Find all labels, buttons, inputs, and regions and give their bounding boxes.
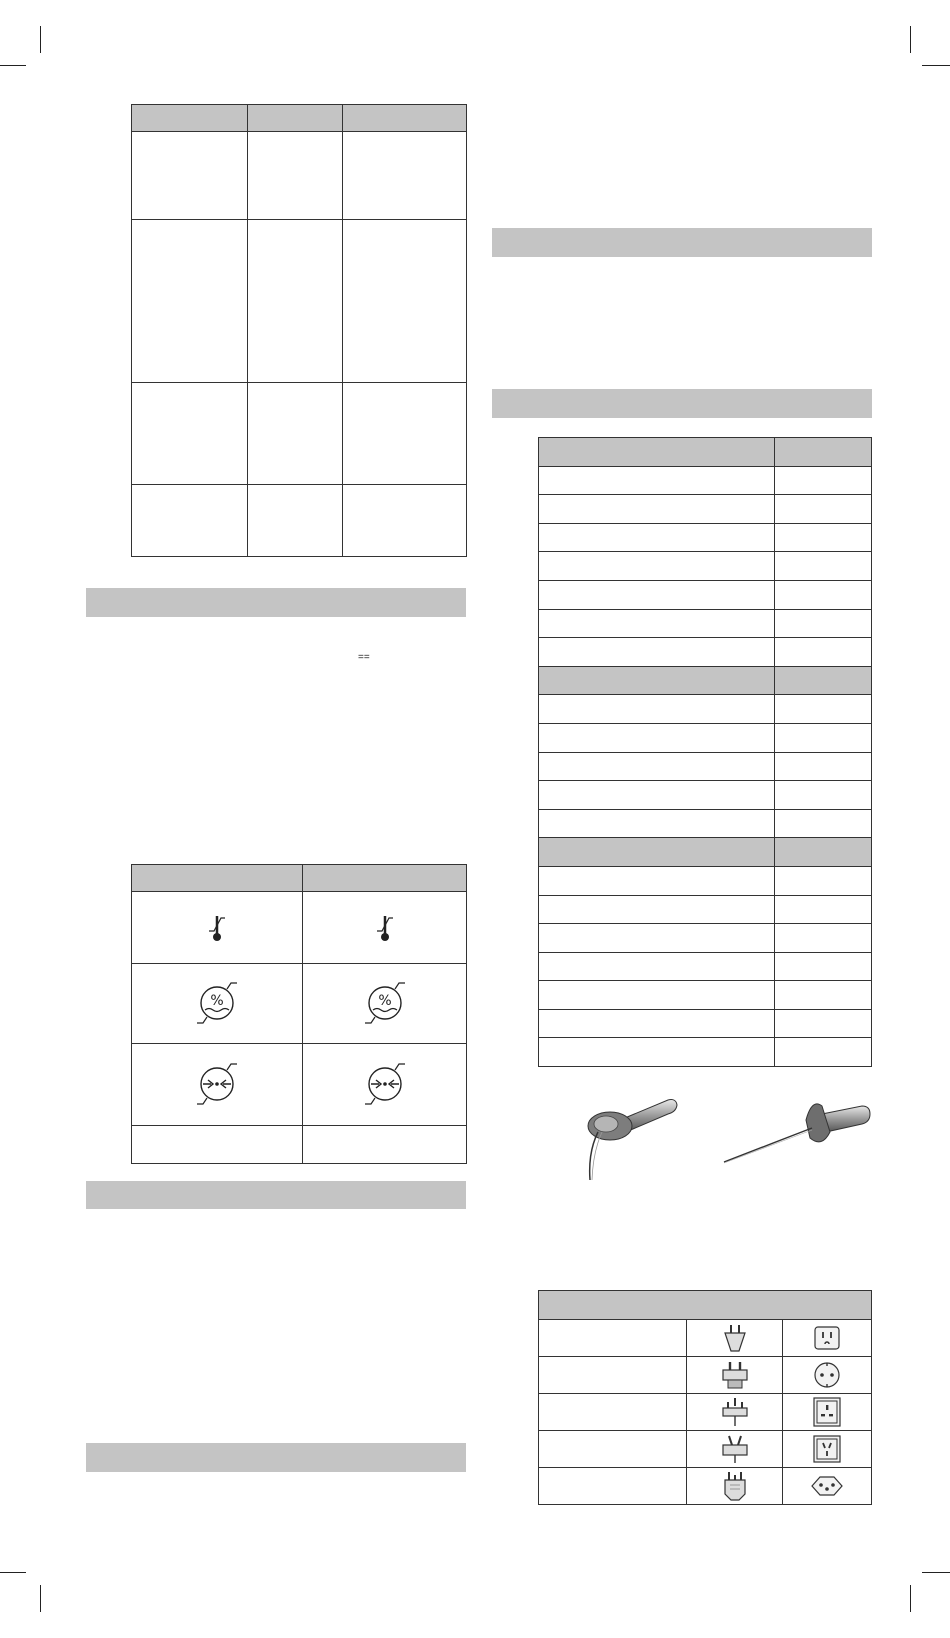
us-plug-icon	[721, 1323, 749, 1353]
section-header-bar	[86, 588, 466, 617]
table-header-cell	[303, 865, 467, 892]
table-cell	[775, 809, 872, 838]
spec-section-row	[539, 666, 872, 695]
table-cell	[343, 485, 467, 557]
long-probe-illustration	[722, 1098, 872, 1168]
section-header-bar	[86, 1443, 466, 1472]
table-cell	[539, 638, 775, 667]
table-row	[539, 895, 872, 924]
table-cell	[303, 1044, 467, 1126]
table-cell	[775, 1009, 872, 1038]
table-cell	[132, 1044, 303, 1126]
table-header-cell	[539, 1291, 872, 1320]
table-row	[539, 981, 872, 1010]
table-cell	[539, 1038, 775, 1067]
table-header-cell	[343, 105, 467, 132]
plug-row-label	[539, 1431, 687, 1468]
plug-row-label	[539, 1320, 687, 1357]
table-cell	[132, 892, 303, 964]
table-cell	[687, 1394, 783, 1431]
table-cell	[539, 552, 775, 581]
table-cell	[775, 981, 872, 1010]
table-cell	[303, 892, 467, 964]
us-socket-icon	[814, 1326, 840, 1350]
eu-socket-icon	[813, 1361, 841, 1389]
au-plug-icon	[720, 1434, 750, 1464]
table-cell	[687, 1431, 783, 1468]
left-top-table	[131, 104, 467, 557]
humidity-limit-icon	[187, 979, 247, 1029]
svg-text:%: %	[378, 992, 392, 1009]
table-row	[539, 1009, 872, 1038]
table-cell	[539, 981, 775, 1010]
table-cell	[539, 695, 775, 724]
table-cell	[303, 1126, 467, 1164]
table-row	[539, 723, 872, 752]
table-row	[539, 924, 872, 953]
table-cell	[775, 924, 872, 953]
table-cell	[775, 866, 872, 895]
table-cell	[775, 1038, 872, 1067]
table-row	[539, 809, 872, 838]
table-cell	[539, 609, 775, 638]
table-cell	[539, 723, 775, 752]
table-header-cell	[539, 666, 775, 695]
table-cell	[247, 485, 343, 557]
table-cell	[775, 580, 872, 609]
thermometer-limit-icon	[365, 908, 405, 948]
table-header-cell	[247, 105, 343, 132]
pressure-limit-icon	[355, 1060, 415, 1110]
section-header-bar	[86, 1181, 466, 1209]
table-cell	[775, 552, 872, 581]
table-cell	[343, 220, 467, 383]
table-cell	[783, 1320, 872, 1357]
table-cell	[539, 895, 775, 924]
ch-socket-icon	[810, 1475, 844, 1497]
uk-socket-icon	[813, 1397, 841, 1427]
crop-mark	[40, 26, 41, 53]
table-cell	[775, 695, 872, 724]
table-cell	[775, 466, 872, 495]
plug-row-label	[539, 1394, 687, 1431]
table-row	[539, 781, 872, 810]
small-symbol: ==	[358, 652, 370, 663]
table-header-cell	[539, 438, 775, 467]
plug-row-label	[539, 1468, 687, 1505]
ch-plug-icon	[721, 1470, 749, 1502]
table-row	[539, 952, 872, 981]
table-cell	[775, 781, 872, 810]
pressure-limit-icon	[187, 1060, 247, 1110]
table-cell	[132, 132, 248, 220]
table-cell	[775, 723, 872, 752]
table-cell	[343, 383, 467, 485]
table-cell	[775, 523, 872, 552]
table-cell	[539, 952, 775, 981]
table-cell	[132, 220, 248, 383]
table-cell	[132, 485, 248, 557]
table-row	[539, 495, 872, 524]
table-row	[539, 1038, 872, 1067]
table-row	[539, 552, 872, 581]
table-cell	[539, 466, 775, 495]
svg-text:%: %	[210, 992, 224, 1009]
crop-mark	[922, 1572, 950, 1573]
table-cell	[783, 1468, 872, 1505]
table-cell	[783, 1357, 872, 1394]
section-header-bar	[492, 389, 872, 418]
table-cell	[247, 383, 343, 485]
table-cell	[539, 809, 775, 838]
au-socket-icon	[813, 1435, 841, 1463]
table-cell	[539, 580, 775, 609]
table-cell	[783, 1394, 872, 1431]
table-row	[539, 609, 872, 638]
table-row	[539, 695, 872, 724]
section-header-bar	[492, 228, 872, 257]
table-cell	[775, 609, 872, 638]
table-cell	[775, 752, 872, 781]
table-cell	[775, 952, 872, 981]
uk-plug-icon	[720, 1397, 750, 1427]
thermometer-limit-icon	[197, 908, 237, 948]
short-probe-illustration	[580, 1092, 690, 1182]
table-cell	[247, 132, 343, 220]
table-header-cell	[775, 838, 872, 867]
table-cell	[132, 964, 303, 1044]
humidity-limit-icon	[355, 979, 415, 1029]
table-cell	[539, 781, 775, 810]
table-cell	[303, 964, 467, 1044]
table-cell	[539, 523, 775, 552]
table-cell	[539, 752, 775, 781]
table-cell	[539, 495, 775, 524]
crop-mark	[0, 1572, 26, 1573]
crop-mark	[910, 1585, 911, 1612]
table-row	[539, 638, 872, 667]
table-row	[539, 580, 872, 609]
table-cell	[687, 1320, 783, 1357]
table-cell	[132, 383, 248, 485]
table-row	[539, 866, 872, 895]
crop-mark	[910, 26, 911, 53]
table-header-cell	[539, 838, 775, 867]
crop-mark	[922, 65, 950, 66]
table-row	[539, 752, 872, 781]
spec-section-row	[539, 438, 872, 467]
table-cell	[775, 895, 872, 924]
spec-section-row	[539, 838, 872, 867]
table-header-cell	[132, 865, 303, 892]
plug-row-label	[539, 1357, 687, 1394]
table-header-cell	[775, 438, 872, 467]
table-cell	[247, 220, 343, 383]
eu-plug-icon	[720, 1360, 750, 1390]
table-cell	[539, 866, 775, 895]
crop-mark	[0, 65, 26, 66]
table-cell	[687, 1468, 783, 1505]
table-cell	[132, 1126, 303, 1164]
table-cell	[775, 495, 872, 524]
crop-mark	[40, 1585, 41, 1612]
table-row	[539, 466, 872, 495]
table-row	[539, 523, 872, 552]
table-cell	[539, 924, 775, 953]
table-header-cell	[775, 666, 872, 695]
table-cell	[343, 132, 467, 220]
plug-type-table	[538, 1290, 872, 1505]
specification-table	[538, 437, 872, 1067]
table-cell	[539, 1009, 775, 1038]
table-cell	[775, 638, 872, 667]
table-cell	[783, 1431, 872, 1468]
table-header-cell	[132, 105, 248, 132]
environment-limits-table	[131, 864, 467, 1164]
table-cell	[687, 1357, 783, 1394]
